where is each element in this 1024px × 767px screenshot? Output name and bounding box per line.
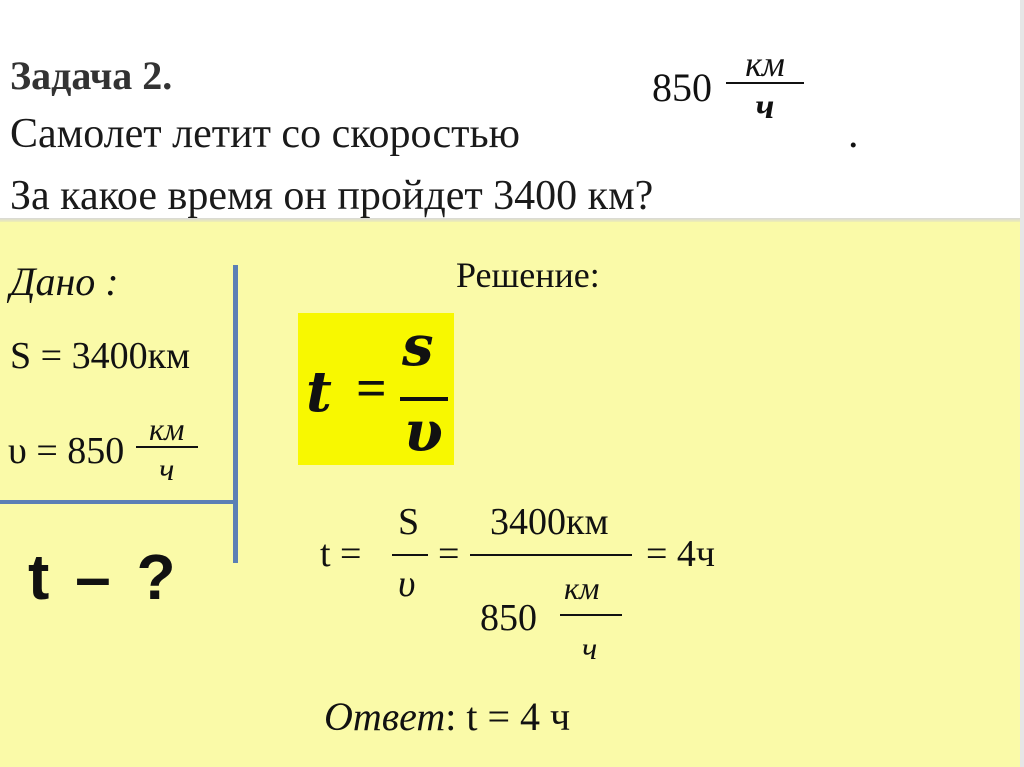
speed-unit-numerator: км: [745, 44, 785, 84]
given-speed-prefix: υ = 850: [8, 430, 125, 472]
given-speed-unit: [136, 412, 198, 490]
given-label: Дано :: [10, 259, 119, 304]
calc-denominator-unit-num: км: [564, 570, 600, 606]
given-speed: [8, 412, 198, 490]
calculation: [320, 500, 780, 690]
speed-value: 850: [652, 64, 712, 110]
speed-expression: [652, 46, 804, 128]
problem-line-1: Самолет летит со скоростью: [10, 111, 521, 157]
formula-numerator: s: [402, 313, 434, 379]
answer-value: : t = 4 ч: [445, 694, 571, 739]
formula-equals: =: [356, 358, 387, 418]
calc-denominator-value: 850: [480, 597, 537, 639]
calc-fraction-bar-1: [392, 554, 428, 556]
answer-label: Ответ: [324, 694, 446, 739]
calc-fraction-bar-2: [470, 554, 632, 556]
calc-numerator: 3400км: [490, 501, 609, 543]
speed-unit-fraction: [726, 46, 804, 128]
sentence-period: .: [848, 111, 859, 157]
solution-label: Решение:: [456, 255, 600, 295]
speed-unit-denominator: ч: [755, 86, 775, 126]
calc-s: S: [398, 501, 420, 543]
calc-result: = 4ч: [646, 533, 716, 575]
formula-lhs: t: [306, 359, 332, 425]
slide-edge: [1020, 0, 1024, 767]
given-unit-numerator: км: [149, 411, 185, 447]
calc-t: t =: [320, 533, 362, 575]
problem-title: Задача 2.: [10, 53, 173, 98]
answer: [324, 693, 570, 740]
given-unit-denominator: ч: [159, 451, 175, 487]
calc-equals: =: [438, 533, 460, 575]
calc-v: υ: [398, 563, 416, 605]
calc-denominator-unit-den: ч: [582, 630, 598, 666]
formula-denominator: υ: [404, 399, 443, 465]
problem-line-2: За какое время он пройдет 3400 км?: [10, 173, 654, 219]
find-unknown: t – ?: [28, 541, 180, 613]
given-vertical-divider: [233, 265, 238, 563]
given-horizontal-divider: [0, 500, 238, 504]
highlighted-formula: [298, 313, 454, 465]
given-distance: S = 3400км: [10, 335, 191, 377]
calc-unit-fraction-bar: [560, 614, 622, 616]
